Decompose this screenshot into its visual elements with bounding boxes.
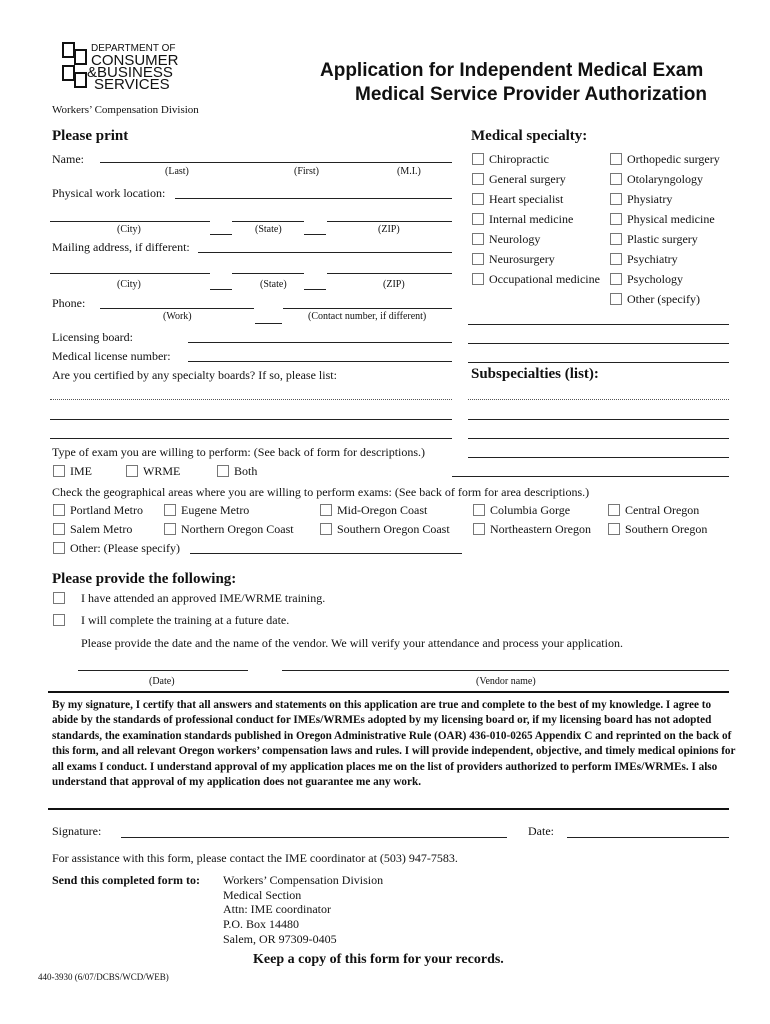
medical-specialty-heading: Medical specialty: (471, 128, 588, 144)
dcbs-logo (62, 42, 182, 92)
work-city-field[interactable] (50, 221, 210, 222)
statement-bottom-rule (48, 808, 729, 810)
salem-metro-checkbox[interactable] (53, 523, 65, 535)
other-area-label: Other: (Please specify) (70, 541, 180, 555)
neurology-checkbox[interactable] (472, 233, 484, 245)
training-note: Please provide the date and the name of the vendor. We will verify your attendance and process your application. (81, 636, 623, 650)
keep-copy-notice: Keep a copy of this form for your records. (253, 952, 504, 967)
wrme-checkbox[interactable] (126, 465, 138, 477)
neurology-label: Neurology (489, 232, 541, 246)
northern-oregon-coast-checkbox[interactable] (164, 523, 176, 535)
phone-separator (255, 323, 282, 324)
portland-metro-checkbox[interactable] (53, 504, 65, 516)
work-location-label: Physical work location: (52, 186, 166, 200)
logo-line-4: SERVICES (94, 76, 170, 93)
columbia-gorge-label: Columbia Gorge (490, 503, 571, 517)
heart-specialist-checkbox[interactable] (472, 193, 484, 205)
other-specialty-label: Other (specify) (627, 292, 700, 306)
work-state-field[interactable] (232, 221, 304, 222)
phone-contact-caption: (Contact number, if different) (308, 311, 427, 322)
logo-line-2: CONSUMER (91, 52, 179, 69)
mailing-address-block (223, 873, 383, 947)
name-last-caption: (Last) (165, 166, 189, 177)
ime-label: IME (70, 464, 92, 478)
training-date-caption: (Date) (149, 676, 175, 687)
plastic-surgery-label: Plastic surgery (627, 232, 698, 246)
southern-oregon-checkbox[interactable] (608, 523, 620, 535)
northern-oregon-coast-label: Northern Oregon Coast (181, 522, 294, 536)
physical-medicine-label: Physical medicine (627, 212, 715, 226)
internal-medicine-checkbox[interactable] (472, 213, 484, 225)
portland-metro-label: Portland Metro (70, 503, 143, 517)
work-location-field[interactable] (175, 198, 452, 199)
future-training-checkbox[interactable] (53, 614, 65, 626)
attended-training-checkbox[interactable] (53, 592, 65, 604)
mailing-city-field[interactable] (50, 273, 210, 274)
name-first-caption: (First) (294, 166, 319, 177)
eugene-metro-checkbox[interactable] (164, 504, 176, 516)
address-line: Salem, OR 97309-0405 (223, 931, 337, 946)
certification-statement: By my signature, I certify that all answers and statements on this application are true and complete to the best of my knowledge. I agree to abide by the standards of professional conduct for IMEs/WRMEs adopted by my licensing board or, if my licensing board has not adopted standards, the examination standards published in Oregon Administrative Rule (OAR) 436-010-0265 Appendix C and reprinted on the back of this form, and all relevant Oregon workers’ compensation laws and rules. I will provide independent, objective, and timely medical opinions for all exams I conduct. I understand approval of my application places me on the list of providers authorized to perform IMEs/WRMEs. I also understand that approval of my application does not guarantee me any work. (52, 699, 736, 789)
mailing-zip-caption: (ZIP) (383, 279, 405, 290)
mailing-state-caption: (State) (260, 279, 287, 290)
other-specialty-line-2[interactable] (468, 343, 729, 344)
mailing-zip-field[interactable] (327, 273, 452, 274)
both-checkbox[interactable] (217, 465, 229, 477)
signature-date-field[interactable] (567, 837, 729, 838)
training-date-field[interactable] (78, 670, 248, 671)
subspecialties-line-2[interactable] (468, 419, 729, 420)
subspecialties-line-3[interactable] (468, 438, 729, 439)
work-zip-field[interactable] (327, 221, 452, 222)
eugene-metro-label: Eugene Metro (181, 503, 250, 517)
orthopedic-surgery-checkbox[interactable] (610, 153, 622, 165)
name-label: Name: (52, 152, 84, 166)
occupational-medicine-label: Occupational medicine (489, 272, 600, 286)
general-surgery-checkbox[interactable] (472, 173, 484, 185)
occupational-medicine-checkbox[interactable] (472, 273, 484, 285)
general-surgery-label: General surgery (489, 172, 566, 186)
name-mi-caption: (M.I.) (397, 166, 421, 177)
statement-top-rule (48, 691, 729, 693)
form-title-line-1: Application for Independent Medical Exam (320, 60, 704, 81)
psychiatry-label: Psychiatry (627, 252, 678, 266)
salem-metro-label: Salem Metro (70, 522, 133, 536)
send-form-label: Send this completed form to: (52, 873, 200, 887)
name-field[interactable] (100, 162, 452, 163)
heart-specialist-label: Heart specialist (489, 192, 564, 206)
mailing-state-field[interactable] (232, 273, 304, 274)
central-oregon-checkbox[interactable] (608, 504, 620, 516)
northeastern-oregon-label: Northeastern Oregon (490, 522, 591, 536)
phone-label: Phone: (52, 296, 86, 310)
specialty-boards-line-2[interactable] (50, 419, 452, 420)
southern-oregon-coast-checkbox[interactable] (320, 523, 332, 535)
ime-checkbox[interactable] (53, 465, 65, 477)
otolaryngology-label: Otolaryngology (627, 172, 703, 186)
signature-date-label: Date: (528, 824, 554, 838)
subspecialties-line-4[interactable] (468, 457, 729, 458)
subspecialties-line-5[interactable] (452, 476, 729, 477)
work-state-caption: (State) (255, 224, 282, 235)
mid-oregon-coast-checkbox[interactable] (320, 504, 332, 516)
assistance-text: For assistance with this form, please contact the IME coordinator at (503) 947-7583. (52, 851, 458, 865)
exam-type-label: Type of exam you are willing to perform: (See back of form for descriptions.) (52, 445, 426, 459)
work-city-state-separator (210, 234, 232, 235)
chiropractic-checkbox[interactable] (472, 153, 484, 165)
specialty-boards-line-3[interactable] (50, 438, 452, 439)
address-line: Medical Section (223, 887, 302, 902)
subspecialties-line-1[interactable] (468, 399, 729, 400)
address-line: P.O. Box 14480 (223, 917, 300, 932)
vendor-name-caption: (Vendor name) (476, 676, 536, 687)
future-training-label: I will complete the training at a future date. (81, 613, 290, 627)
signature-label: Signature: (52, 824, 102, 838)
phone-work-caption: (Work) (163, 311, 192, 322)
address-line: Workers’ Compensation Division (223, 873, 384, 887)
central-oregon-label: Central Oregon (625, 503, 700, 517)
wrme-label: WRME (143, 464, 181, 478)
other-specialty-line-1[interactable] (468, 324, 729, 325)
vendor-name-field[interactable] (282, 670, 729, 671)
specialty-boards-line-1[interactable] (50, 399, 452, 400)
internal-medicine-label: Internal medicine (489, 212, 574, 226)
mailing-city-caption: (City) (117, 279, 141, 290)
orthopedic-surgery-label: Orthopedic surgery (627, 152, 720, 166)
mailing-state-zip-separator (304, 289, 326, 290)
areas-label: Check the geographical areas where you are willing to perform exams: (See back of form for area descriptions.) (52, 485, 590, 499)
licensing-board-field[interactable] (188, 342, 452, 343)
work-zip-caption: (ZIP) (378, 224, 400, 235)
mailing-address-field[interactable] (198, 252, 452, 253)
other-area-field[interactable] (190, 553, 462, 554)
both-label: Both (234, 464, 258, 478)
mid-oregon-coast-label: Mid-Oregon Coast (337, 503, 428, 517)
work-city-caption: (City) (117, 224, 141, 235)
neurosurgery-label: Neurosurgery (489, 252, 555, 266)
logo-line-1: DEPARTMENT OF (91, 43, 176, 54)
form-title-line-2: Medical Service Provider Authorization (355, 84, 707, 105)
southern-oregon-label: Southern Oregon (625, 522, 708, 536)
form-number: 440-3930 (6/07/DCBS/WCD/WEB) (38, 972, 169, 982)
specialty-boards-label: Are you certified by any specialty boards? If so, please list: (52, 368, 337, 382)
physiatry-label: Physiatry (627, 192, 673, 206)
otolaryngology-checkbox[interactable] (610, 173, 622, 185)
other-specialty-checkbox[interactable] (610, 293, 622, 305)
phone-work-field[interactable] (100, 308, 254, 309)
division-name: Workers’ Compensation Division (52, 104, 199, 116)
psychology-label: Psychology (627, 272, 684, 286)
mailing-address-label: Mailing address, if different: (52, 240, 190, 254)
psychiatry-checkbox[interactable] (610, 253, 622, 265)
provide-heading: Please provide the following: (52, 571, 237, 587)
chiropractic-label: Chiropractic (489, 152, 549, 166)
northeastern-oregon-checkbox[interactable] (473, 523, 485, 535)
other-specialty-line-3[interactable] (468, 362, 729, 363)
phone-contact-field[interactable] (283, 308, 452, 309)
other-area-checkbox[interactable] (53, 542, 65, 554)
physical-medicine-checkbox[interactable] (610, 213, 622, 225)
please-print-heading: Please print (52, 128, 129, 144)
mailing-city-state-separator (210, 289, 232, 290)
southern-oregon-coast-label: Southern Oregon Coast (337, 522, 450, 536)
psychology-checkbox[interactable] (610, 273, 622, 285)
physiatry-checkbox[interactable] (610, 193, 622, 205)
attended-training-label: I have attended an approved IME/WRME training. (81, 591, 326, 605)
license-number-field[interactable] (188, 361, 452, 362)
signature-field[interactable] (121, 837, 507, 838)
work-state-zip-separator (304, 234, 326, 235)
licensing-board-label: Licensing board: (52, 330, 133, 344)
address-line: Attn: IME coordinator (223, 902, 331, 917)
license-number-label: Medical license number: (52, 349, 171, 363)
subspecialties-heading: Subspecialties (list): (471, 366, 599, 382)
columbia-gorge-checkbox[interactable] (473, 504, 485, 516)
plastic-surgery-checkbox[interactable] (610, 233, 622, 245)
neurosurgery-checkbox[interactable] (472, 253, 484, 265)
logo-line-3: &BUSINESS (87, 64, 173, 81)
